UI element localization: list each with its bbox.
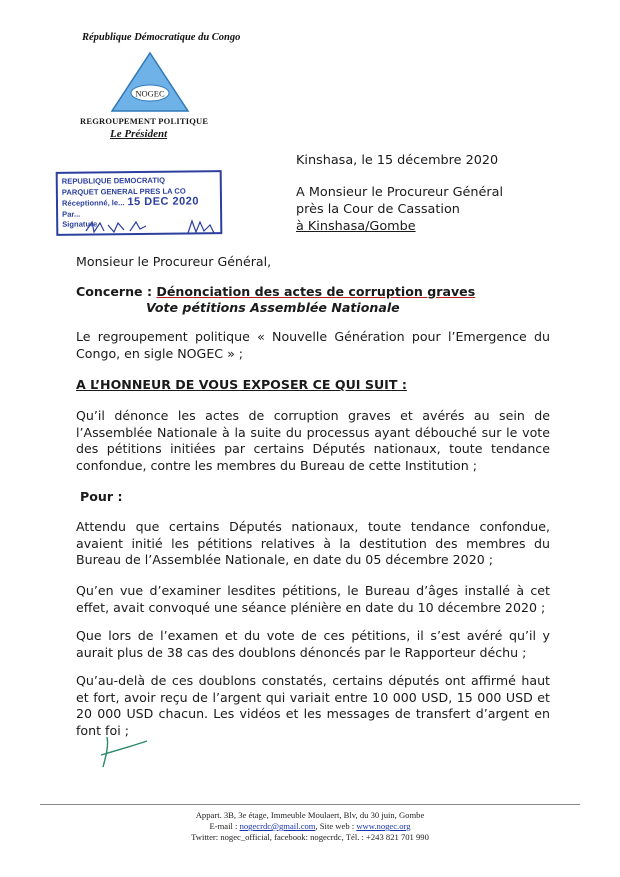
- pour-label: Pour :: [80, 489, 123, 504]
- footer-email-link[interactable]: nogecrdc@gmail.com: [239, 821, 316, 831]
- stamp-line-2: PARQUET GENERAL PRES LA CO: [61, 186, 186, 197]
- handwritten-initial: [95, 727, 155, 772]
- paragraph-4: Que lors de l’examen et du vote de ces pétitions, il s’est avéré qu’il y aurait plus de 38 cas des doublons dénoncés par le Rapporteur déchu ;: [76, 628, 550, 660]
- concerne-subtext: Vote pétitions Assemblée Nationale: [146, 300, 400, 315]
- concerne-label: Concerne :: [76, 284, 153, 299]
- footer-email-label: E-mail :: [209, 821, 238, 831]
- stamp-line-1: REPUBLIQUE DEMOCRATIQ: [61, 175, 166, 186]
- regroupement-label: REGROUPEMENT POLITIQUE: [80, 116, 209, 126]
- footer-address: Appart. 3B, 3e étage, Immeuble Moulaert, Blv, du 30 juin, Gombe: [195, 810, 425, 820]
- stamp-received-label: Réceptionné, le...: [61, 198, 125, 208]
- stamp-par-label: Par...: [62, 209, 81, 219]
- recipient-line-1: A Monsieur le Procureur Général: [296, 185, 504, 200]
- place-date: Kinshasa, le 15 décembre 2020: [296, 153, 499, 168]
- footer-social: Twitter: nogec_official, facebook: nogecrdc, Tél. : +243 821 701 990: [191, 832, 429, 842]
- footer-divider: [40, 804, 580, 805]
- recipient-line-2: près la Cour de Cassation: [296, 202, 460, 217]
- intro-paragraph: Le regroupement politique « Nouvelle Génération pour l’Emergence du Congo, en sigle NOGEC » ;: [76, 329, 550, 361]
- recipient-line-3: à Kinshasa/Gombe: [296, 219, 416, 234]
- stamp-handwritten-signature: [84, 217, 224, 237]
- salutation: Monsieur le Procureur Général,: [76, 254, 272, 269]
- stamp-received-date: 15 DEC 2020: [127, 195, 200, 209]
- concerne-text: Dénonciation des actes de corruption graves: [156, 284, 476, 299]
- nogec-logo: [108, 50, 192, 114]
- paragraph-5: Qu’au-delà de ces doublons constatés, certains députés ont affirmé haut et fort, avoir reçu de l’argent qui variait entre 10 000 USD, 15 000 USD et 20 000 USD chacun. Les vidéos et les messages de transfert d’argent en font foi ;: [76, 673, 550, 738]
- paragraph-3: Qu’en vue d’examiner lesdites pétitions, le Bureau d’âges installé à cet effet, avait convoqué une séance plénière en date du 10 décembre 2020 ;: [76, 583, 550, 615]
- president-label: Le Président: [110, 128, 168, 140]
- logo-text: NOGEC: [135, 88, 165, 99]
- stamp-received-row: [62, 196, 216, 209]
- concerne-line: [76, 284, 475, 299]
- paragraph-2: Attendu que certains Députés nationaux, toute tendance confondue, avaient initié les pétitions relatives à la destitution des membres du Bureau de l’Assemblée Nationale, en date du 05 décembre 2020 ;: [76, 519, 550, 567]
- paragraph-1: Qu’il dénonce les actes de corruption graves et avérés au sein de l’Assemblée Nationale à la suite du processus ayant débouché sur le vote des pétitions initiées par certains Députés nationaux, toute tendance confondue, contre les membres du Bureau de cette Institution ;: [76, 408, 550, 473]
- republic-title: République Démocratique du Congo: [82, 32, 241, 43]
- exposition-heading: A L’HONNEUR DE VOUS EXPOSER CE QUI SUIT :: [76, 377, 407, 392]
- stamp-signature-label: Signature: [62, 219, 98, 230]
- footer-site-label: , Site web :: [315, 821, 355, 831]
- footer-site-link[interactable]: www.nogec.org: [356, 821, 411, 831]
- footer-contact: [40, 821, 580, 831]
